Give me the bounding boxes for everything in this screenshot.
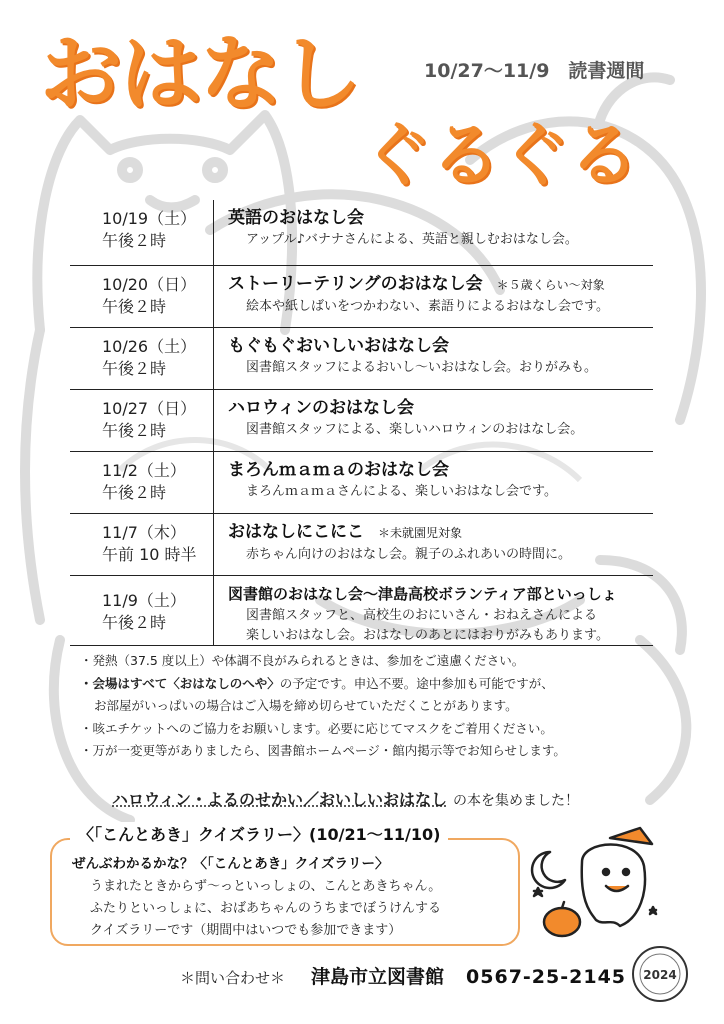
- emblem-year: 2024: [643, 968, 677, 982]
- title-ohanashi: おはなし: [40, 27, 361, 122]
- event-time: 午後２時: [102, 297, 167, 316]
- event-datetime: [70, 328, 214, 389]
- contact-label: ＊問い合わせ＊: [180, 969, 286, 987]
- event-info: [214, 390, 653, 451]
- event-time: 午後２時: [102, 231, 167, 250]
- event-info: [214, 200, 653, 265]
- event-title: 英語のおはなし会: [228, 208, 364, 228]
- event-info: [214, 452, 653, 513]
- reading-week-label: 10/27〜11/9 読書週間: [424, 60, 645, 82]
- event-datetime: [70, 200, 214, 265]
- quiz-rally-subtitle: ぜんぶわかるかな？〈「こんとあき」クイズラリー〉: [72, 856, 389, 872]
- schedule-row: [70, 266, 653, 328]
- event-description: 楽しいおはなし会。おはなしのあとにはおりがみもあります。: [246, 628, 609, 643]
- notice-line: ・咳エチケットへのご協力をお願いします。必要に応じてマスクをご着用ください。: [80, 720, 553, 736]
- quiz-rally-description: [90, 876, 441, 942]
- event-date: 11/7（木）: [102, 523, 186, 542]
- collection-themes: ハロウィン・よるのせかい／おいしいおはなし: [112, 790, 448, 809]
- event-info: [214, 266, 653, 327]
- event-target-note: ＊未就園児対象: [378, 526, 463, 540]
- reading-week-emblem: [630, 944, 690, 1004]
- notice-venue: ・会場はすべて〈おはなしのへや〉: [80, 675, 280, 691]
- event-date: 10/20（日）: [102, 275, 197, 294]
- event-description: 赤ちゃん向けのおはなし会。親子のふれあいの時間に。: [246, 547, 572, 562]
- event-description: 図書館スタッフと、高校生のおにいさん・おねえさんによる: [246, 608, 598, 623]
- rally-line: うまれたときからず〜っといっしょの、こんとあきちゃん。: [90, 879, 442, 894]
- event-date: 10/26（土）: [102, 337, 197, 356]
- rally-line: ふたりといっしょに、おばあちゃんのうちまでぼうけんする: [90, 901, 442, 916]
- event-description: アップル♪バナナさんによる、英語と親しむおはなし会。: [246, 232, 578, 247]
- notices: [80, 650, 660, 763]
- event-datetime: [70, 514, 214, 575]
- schedule-row: [70, 514, 653, 576]
- event-date: 10/19（土）: [102, 209, 197, 228]
- event-datetime: [70, 576, 214, 645]
- event-title: ハロウィンのおはなし会: [228, 398, 414, 418]
- event-title: ストーリーテリングのおはなし会 ＊５歳くらい〜対象: [228, 274, 605, 294]
- schedule-row: [70, 200, 653, 266]
- event-description: 図書館スタッフによる、楽しいハロウィンのおはなし会。: [246, 422, 584, 437]
- event-datetime: [70, 452, 214, 513]
- schedule-row: [70, 452, 653, 514]
- event-info: [214, 576, 653, 645]
- event-title: 図書館のおはなし会〜津島高校ボランティア部といっしょ: [228, 585, 617, 603]
- event-target-note: ＊５歳くらい〜対象: [496, 278, 605, 292]
- event-title: まろんｍａｍａのおはなし会: [228, 460, 449, 480]
- schedule-row: [70, 328, 653, 390]
- book-collection: [112, 787, 672, 810]
- phone-number: 0567-25-2145: [466, 966, 627, 988]
- event-datetime: [70, 390, 214, 451]
- quiz-rally-title: 〈「こんとあき」クイズラリー〉(10/21〜11/10): [70, 822, 448, 845]
- event-time: 午後２時: [102, 359, 167, 378]
- rally-line: クイズラリーです（期間中はいつでも参加できます）: [90, 923, 402, 938]
- event-title: もぐもぐおいしいおはなし会: [228, 336, 449, 356]
- event-info: [214, 328, 653, 389]
- event-time: 午後２時: [102, 421, 167, 440]
- event-title: おはなしにこにこ ＊未就園児対象: [228, 522, 463, 542]
- contact-info: [180, 962, 626, 989]
- event-time: 午後２時: [102, 613, 167, 632]
- event-date: 11/9（土）: [102, 591, 186, 610]
- title-guruguru: ぐるぐる: [362, 114, 638, 196]
- event-time: 午後２時: [102, 483, 167, 502]
- notice-venue-rest: の予定です。申込不要。途中参加も可能ですが、: [279, 675, 554, 691]
- event-schedule: [70, 200, 653, 646]
- event-description: 図書館スタッフによるおいし〜いおはなし会。おりがみも。: [246, 360, 598, 375]
- event-info: [214, 514, 653, 575]
- event-time: 午前 10 時半: [102, 545, 197, 564]
- schedule-row: [70, 390, 653, 452]
- event-datetime: [70, 266, 214, 327]
- event-date: 10/27（日）: [102, 399, 197, 418]
- event-date: 11/2（土）: [102, 461, 186, 480]
- notice-line: お部屋がいっぱいの場合はご入場を締め切らせていただくことがあります。: [94, 698, 518, 713]
- notice-line: ・発熱（37.5 度以上）や体調不良がみられるときは、参加をご遠慮ください。: [80, 653, 525, 668]
- collection-text: の本を集めました！: [453, 793, 580, 809]
- event-description: 絵本や紙しばいをつかわない、素語りによるおはなし会です。: [246, 299, 609, 314]
- notice-line: ・万が一変更等がありましたら、図書館ホームページ・館内掲示等でお知らせします。: [80, 743, 566, 758]
- notice-line: [80, 673, 660, 696]
- event-description: まろんｍａｍａさんによる、楽しいおはなし会です。: [246, 484, 557, 499]
- schedule-row: [70, 576, 653, 646]
- library-name: 津島市立図書館: [311, 966, 445, 988]
- ghost-pumpkin-illustration: [520, 822, 670, 942]
